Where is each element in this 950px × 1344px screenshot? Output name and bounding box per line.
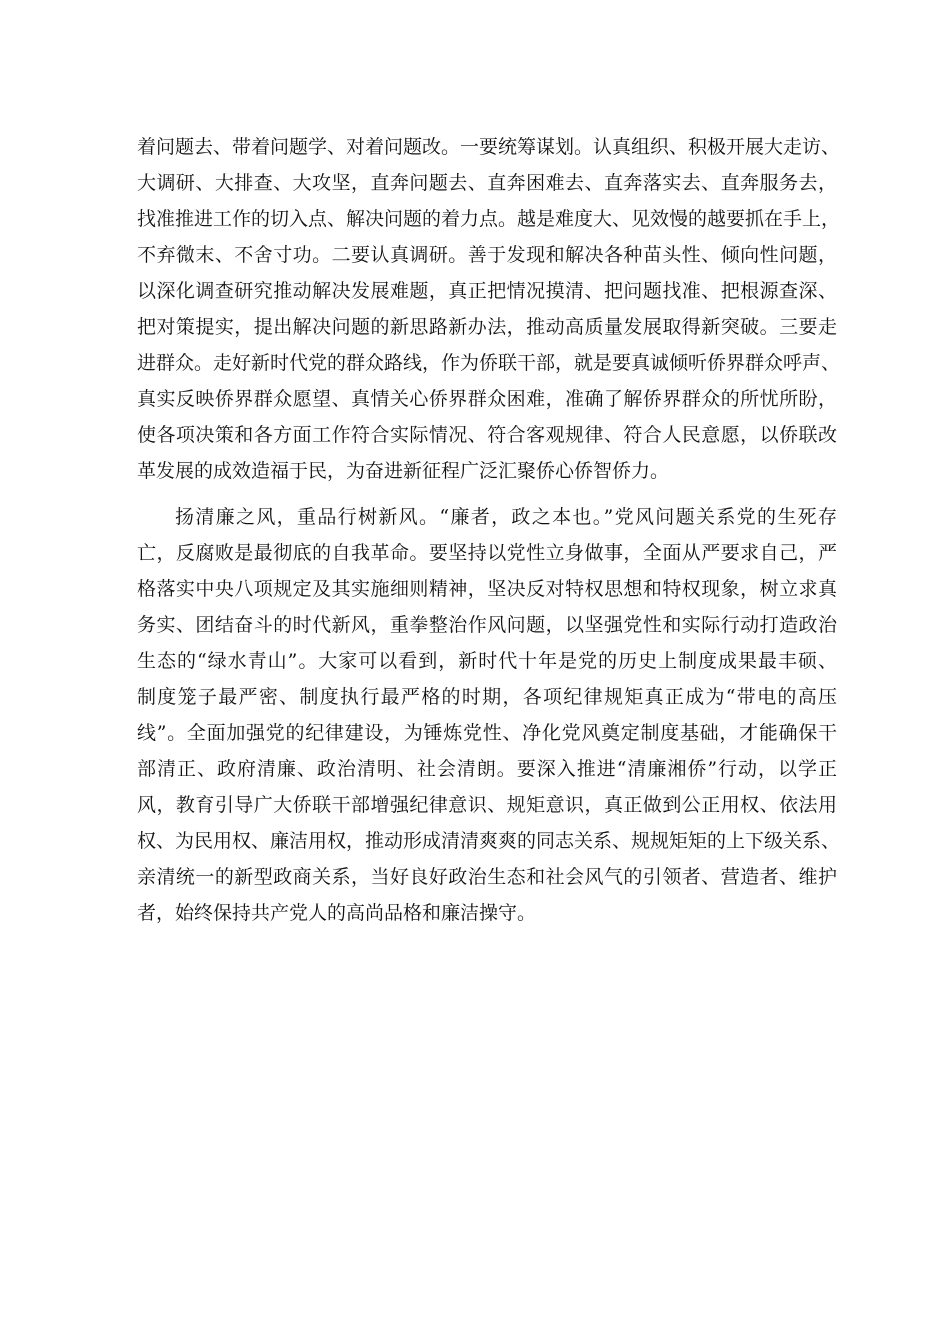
paragraph-line: 进群众。走好新时代党的群众路线，作为侨联干部，就是要真诚倾听侨界群众呼声、 <box>137 352 841 374</box>
paragraph-line: 风，教育引导广大侨联干部增强纪律意识、规矩意识，真正做到公正用权、依法用 <box>137 794 837 816</box>
paragraph-line: 线”。全面加强党的纪律建设，为锤炼党性、净化党风奠定制度基础，才能确保干 <box>137 722 837 744</box>
paragraph-line: 着问题去、带着问题学、对着问题改。一要统筹谋划。认真组织、积极开展大走访、 <box>137 136 841 158</box>
paragraph-line: 务实、团结奋斗的时代新风，重拳整治作风问题，以坚强党性和实际行动打造政治 <box>137 614 837 636</box>
paragraph-line: 大调研、大排查、大攻坚，直奔问题去、直奔困难去、直奔落实去、直奔服务去， <box>137 172 837 194</box>
paragraph-line: 亡，反腐败是最彻底的自我革命。要坚持以党性立身做事，全面从严要求自己，严 <box>137 542 837 564</box>
paragraph-line: 把对策提实，提出解决问题的新思路新办法，推动高质量发展取得新突破。三要走 <box>137 316 837 338</box>
paragraph-line: 格落实中央八项规定及其实施细则精神，坚决反对特权思想和特权现象，树立求真 <box>137 578 837 600</box>
paragraph-line: 真实反映侨界群众愿望、真情关心侨界群众困难，准确了解侨界群众的所忧所盼， <box>137 388 837 410</box>
paragraph-line: 使各项决策和各方面工作符合实际情况、符合客观规律、符合人民意愿，以侨联改 <box>137 424 837 446</box>
paragraph-line: 权、为民用权、廉洁用权，推动形成清清爽爽的同志关系、规规矩矩的上下级关系、 <box>137 830 841 852</box>
paragraph-line: 部清正、政府清廉、政治清明、社会清朗。要深入推进“清廉湘侨”行动，以学正 <box>137 758 837 780</box>
paragraph-line: 生态的“绿水青山”。大家可以看到，新时代十年是党的历史上制度成果最丰硕、 <box>137 650 837 672</box>
paragraph-line: 扬清廉之风，重品行树新风。“廉者，政之本也。”党风问题关系党的生死存 <box>175 506 837 528</box>
paragraph-line: 找准推进工作的切入点、解决问题的着力点。越是难度大、见效慢的越要抓在手上， <box>137 208 841 230</box>
paragraph-line: 者，始终保持共产党人的高尚品格和廉洁操守。 <box>137 902 537 924</box>
paragraph-line: 亲清统一的新型政商关系，当好良好政治生态和社会风气的引领者、营造者、维护 <box>137 866 837 888</box>
paragraph-line: 以深化调查研究推动解决发展难题，真正把情况摸清、把问题找准、把根源查深、 <box>137 280 837 302</box>
paragraph-line: 不弃微末、不舍寸功。二要认真调研。善于发现和解决各种苗头性、倾向性问题， <box>137 244 837 266</box>
paragraph-line: 制度笼子最严密、制度执行最严格的时期，各项纪律规矩真正成为“带电的高压 <box>137 686 837 708</box>
paragraph-line: 革发展的成效造福于民，为奋进新征程广泛汇聚侨心侨智侨力。 <box>137 460 670 482</box>
